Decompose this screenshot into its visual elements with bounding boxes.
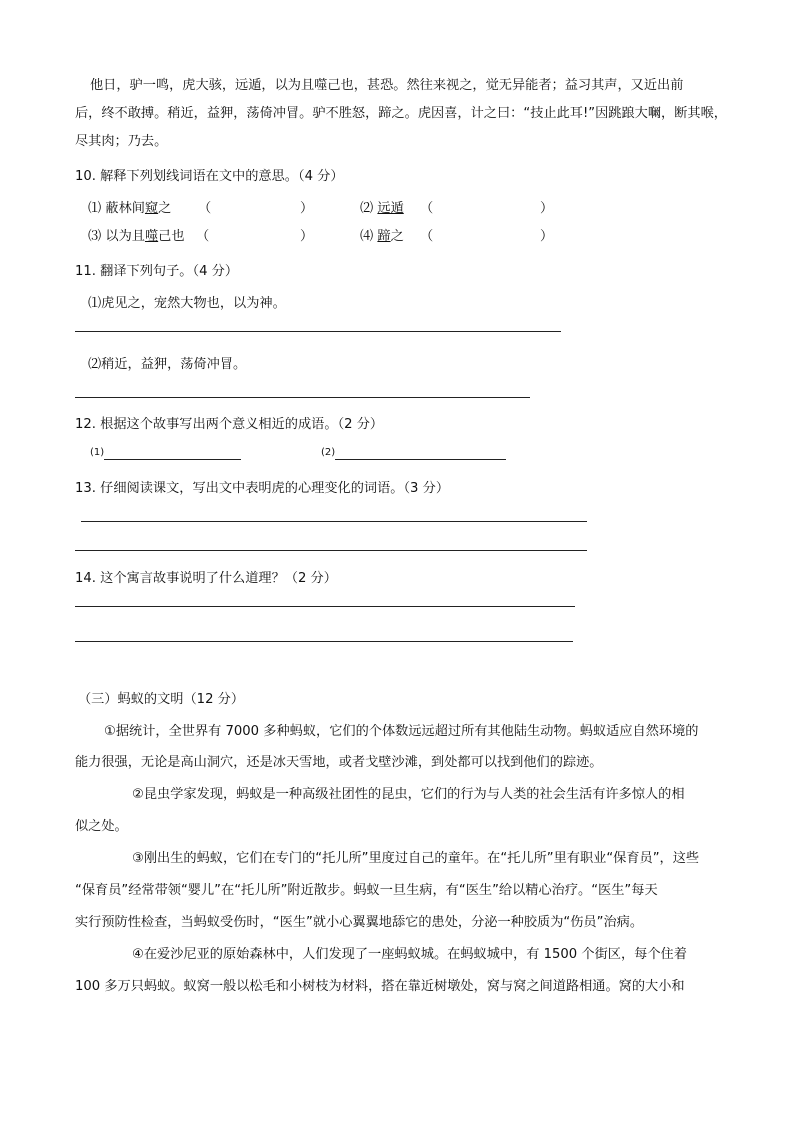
underlined-word: 窥 <box>144 201 159 216</box>
section-3-p2-line-1: ②昆虫学家发现，蚂蚁是一种高级社团性的昆虫，它们的行为与人类的社会生活有许多惊人的相 <box>132 787 685 802</box>
q10-answer-paren-2-close: ） <box>540 201 554 216</box>
q11-sentence-2: ⑵稍近，益狎，荡倚冲冒。 <box>88 357 247 372</box>
q14-answer-line-2[interactable] <box>75 641 573 642</box>
q12-answer-line-2[interactable] <box>335 459 506 460</box>
q10-item-2 <box>360 197 404 216</box>
q10-answer-paren-1-close: ） <box>300 201 314 216</box>
item-text-pre: 以为且 <box>105 229 145 244</box>
passage-line-2: 后，终不敢搏。稍近，益狎，荡倚冲冒。驴不胜怒，蹄之。虎因喜，计之曰：“技止此耳!”因跳踉大㘎，断其喉， <box>75 106 727 121</box>
section-3-p4-line-2: 100 多万只蚂蚁。蚁窝一般以松毛和小树枝为材料，搭在靠近树墩处，窝与窝之间道路相通。窝的大小和 <box>75 979 685 994</box>
q10-item-1 <box>88 197 171 216</box>
passage-line-1: 他日，驴一鸣，虎大骇，远遁，以为且噬己也，甚恐。然往来视之，觉无异能者；益习其声，又近出前 <box>90 78 684 93</box>
item-text-post: 之 <box>390 229 404 244</box>
underlined-word: 蹄 <box>377 229 391 244</box>
q10-item-3 <box>88 225 185 244</box>
q11-answer-line-1[interactable] <box>75 331 561 332</box>
section-3-p2-line-2: 似之处。 <box>75 819 128 834</box>
section-3-p3-line-2: “保育员”经常带领“婴儿”在“托儿所”附近散步。蚂蚁一旦生病，有“医生”给以精心治疗。“医生”每天 <box>75 883 658 898</box>
item-number: ⑵ <box>360 201 374 216</box>
item-text-post: 之 <box>158 201 172 216</box>
underlined-word: 远遁 <box>377 201 404 216</box>
item-text-pre: 蔽林间 <box>105 201 145 216</box>
q10-answer-paren-1[interactable]: （ <box>198 201 212 216</box>
q13-answer-line-1[interactable] <box>81 521 587 522</box>
question-14-title: 14. 这个寓言故事说明了什么道理？（2 分） <box>75 571 337 586</box>
section-3-title: （三）蚂蚁的文明（12 分） <box>78 692 245 707</box>
q12-answer-line-1[interactable] <box>104 459 241 460</box>
q12-label-1: (1) <box>90 447 105 458</box>
passage-line-3: 尽其肉；乃去。 <box>75 134 168 149</box>
item-number: ⑶ <box>88 229 102 244</box>
question-13-title: 13. 仔细阅读课文，写出文中表明虎的心理变化的词语。（3 分） <box>75 481 450 496</box>
item-text-post: 己也 <box>158 229 185 244</box>
q14-answer-line-1[interactable] <box>75 606 575 607</box>
q10-item-4 <box>360 225 404 244</box>
q10-answer-paren-3[interactable]: （ <box>196 229 210 244</box>
question-10-title: 10. 解释下列划线词语在文中的意思。（4 分） <box>75 169 344 184</box>
q10-answer-paren-3-close: ） <box>300 229 314 244</box>
q12-label-2: (2) <box>321 447 336 458</box>
q11-answer-line-2[interactable] <box>75 397 530 398</box>
item-number: ⑴ <box>88 201 102 216</box>
section-3-p1-line-1: ①据统计，全世界有 7000 多种蚂蚁，它们的个体数远远超过所有其他陆生动物。蚂蚁适应自然环境的 <box>104 724 699 739</box>
section-3-p3-line-3: 实行预防性检查，当蚂蚁受伤时，“医生”就小心翼翼地舔它的患处，分泌一种胶质为“伤员”治病。 <box>75 915 644 930</box>
q10-answer-paren-2[interactable]: （ <box>420 201 434 216</box>
item-number: ⑷ <box>360 229 374 244</box>
q10-answer-paren-4[interactable]: （ <box>420 229 434 244</box>
section-3-p4-line-1: ④在爱沙尼亚的原始森林中，人们发现了一座蚂蚁城。在蚂蚁城中，有 1500 个街区，每个住着 <box>132 947 687 962</box>
q10-answer-paren-4-close: ） <box>540 229 554 244</box>
q13-answer-line-2[interactable] <box>75 550 587 551</box>
section-3-p3-line-1: ③刚出生的蚂蚁，它们在专门的“托儿所”里度过自己的童年。在“托儿所”里有职业“保育员”，这些 <box>132 851 700 866</box>
q11-sentence-1: ⑴虎见之，宠然大物也，以为神。 <box>88 296 286 311</box>
underlined-word: 噬 <box>144 229 159 244</box>
section-3-p1-line-2: 能力很强，无论是高山洞穴，还是冰天雪地，或者戈壁沙滩，到处都可以找到他们的踪迹。 <box>75 755 603 770</box>
question-12-title: 12. 根据这个故事写出两个意义相近的成语。（2 分） <box>75 417 384 432</box>
question-11-title: 11. 翻译下列句子。（4 分） <box>75 264 239 279</box>
